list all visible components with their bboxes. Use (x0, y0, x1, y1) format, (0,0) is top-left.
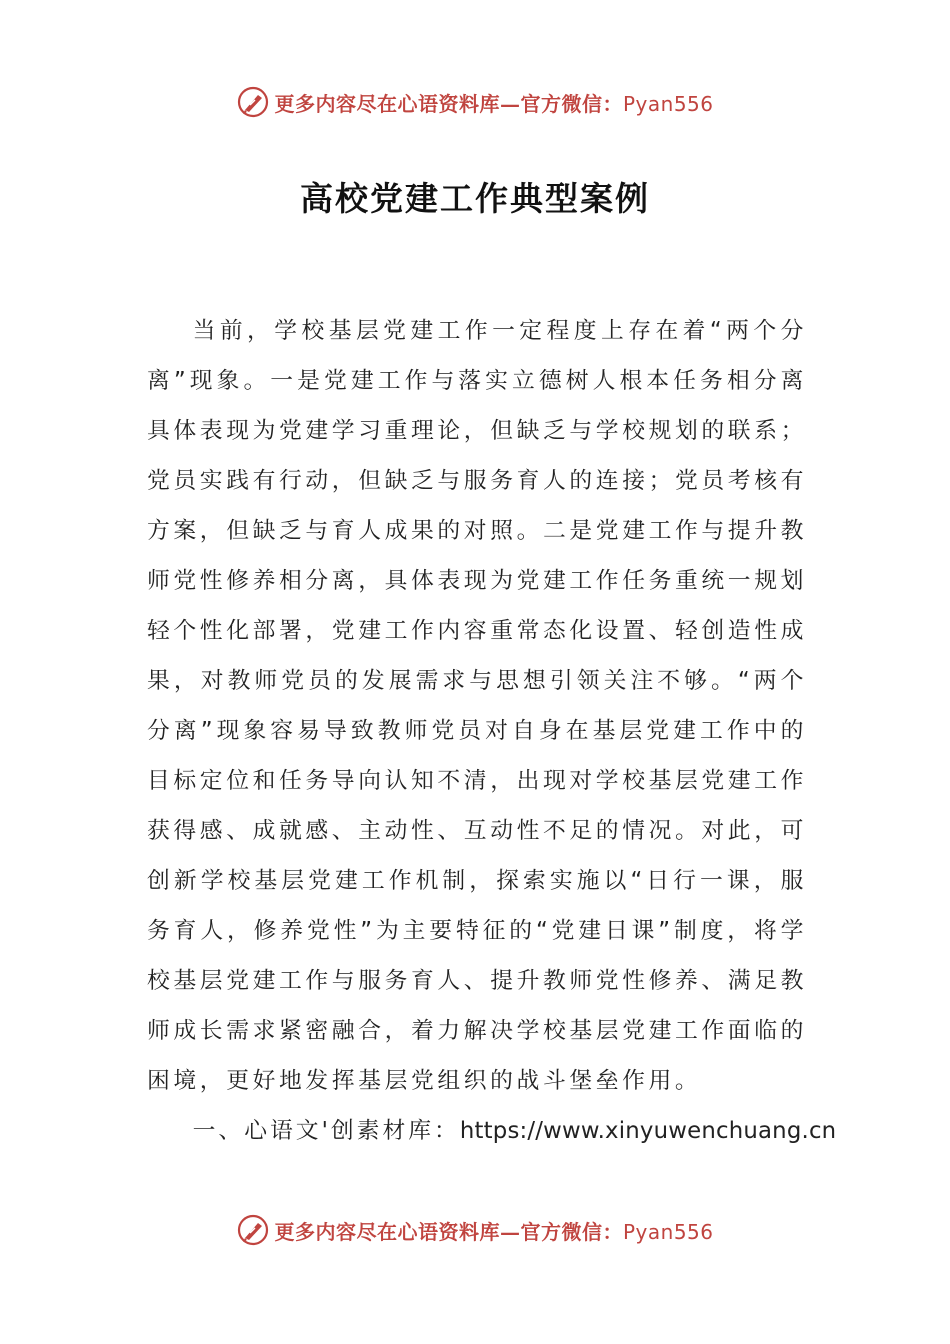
header-wechat-id: Pyan556 (622, 91, 714, 116)
body-paragraph: 当前，学校基层党建工作一定程度上存在着“两个分离”现象。一是党建工作与落实立德树人根本任务相分离具体表现为党建学习重理论，但缺乏与学校规划的联系；党员实践有行动，但缺乏与服务育人的连接；党员考核有方案，但缺乏与育人成果的对照。二是党建工作与提升教师党性修养相分离，具体表现为党建工作任务重统一规划轻个性化部署，党建工作内容重常态化设置、轻创造性成果，对教师党员的发展需求与思想引领关注不够。“两个分离”现象容易导致教师党员对自身在基层党建工作中的目标定位和任务导向认知不清，出现对学校基层党建工作获得感、成就感、主动性、互动性不足的情况。对此，可创新学校基层党建工作机制，探索实施以“日行一课，服务育人，修养党性”为主要特征的“党建日课”制度，将学校基层党建工作与服务育人、提升教师党性修养、满足教师成长需求紧密融合，着力解决学校基层党建工作面临的困境，更好地发挥基层党组织的战斗堡垒作用。 (147, 318, 807, 1094)
footer-watermark-banner (0, 1210, 950, 1250)
header-banner-text: 更多内容尽在心语资料库—官方微信：Pyan556 (274, 91, 714, 116)
header-watermark-banner (0, 82, 950, 122)
section-heading (147, 1106, 837, 1156)
pen-nib-logo-icon (236, 85, 270, 119)
document-body (147, 306, 837, 1156)
section-heading-text: 一、心语文'创素材库： (192, 1118, 460, 1144)
footer-banner-text: 更多内容尽在心语资料库—官方微信：Pyan556 (274, 1219, 714, 1244)
pen-nib-logo-icon (236, 1213, 270, 1247)
section-url-link[interactable]: https://www.xinyuwenchuang.cn (459, 1118, 837, 1144)
document-title: 高校党建工作典型案例 (300, 179, 650, 218)
footer-wechat-id: Pyan556 (622, 1219, 714, 1244)
